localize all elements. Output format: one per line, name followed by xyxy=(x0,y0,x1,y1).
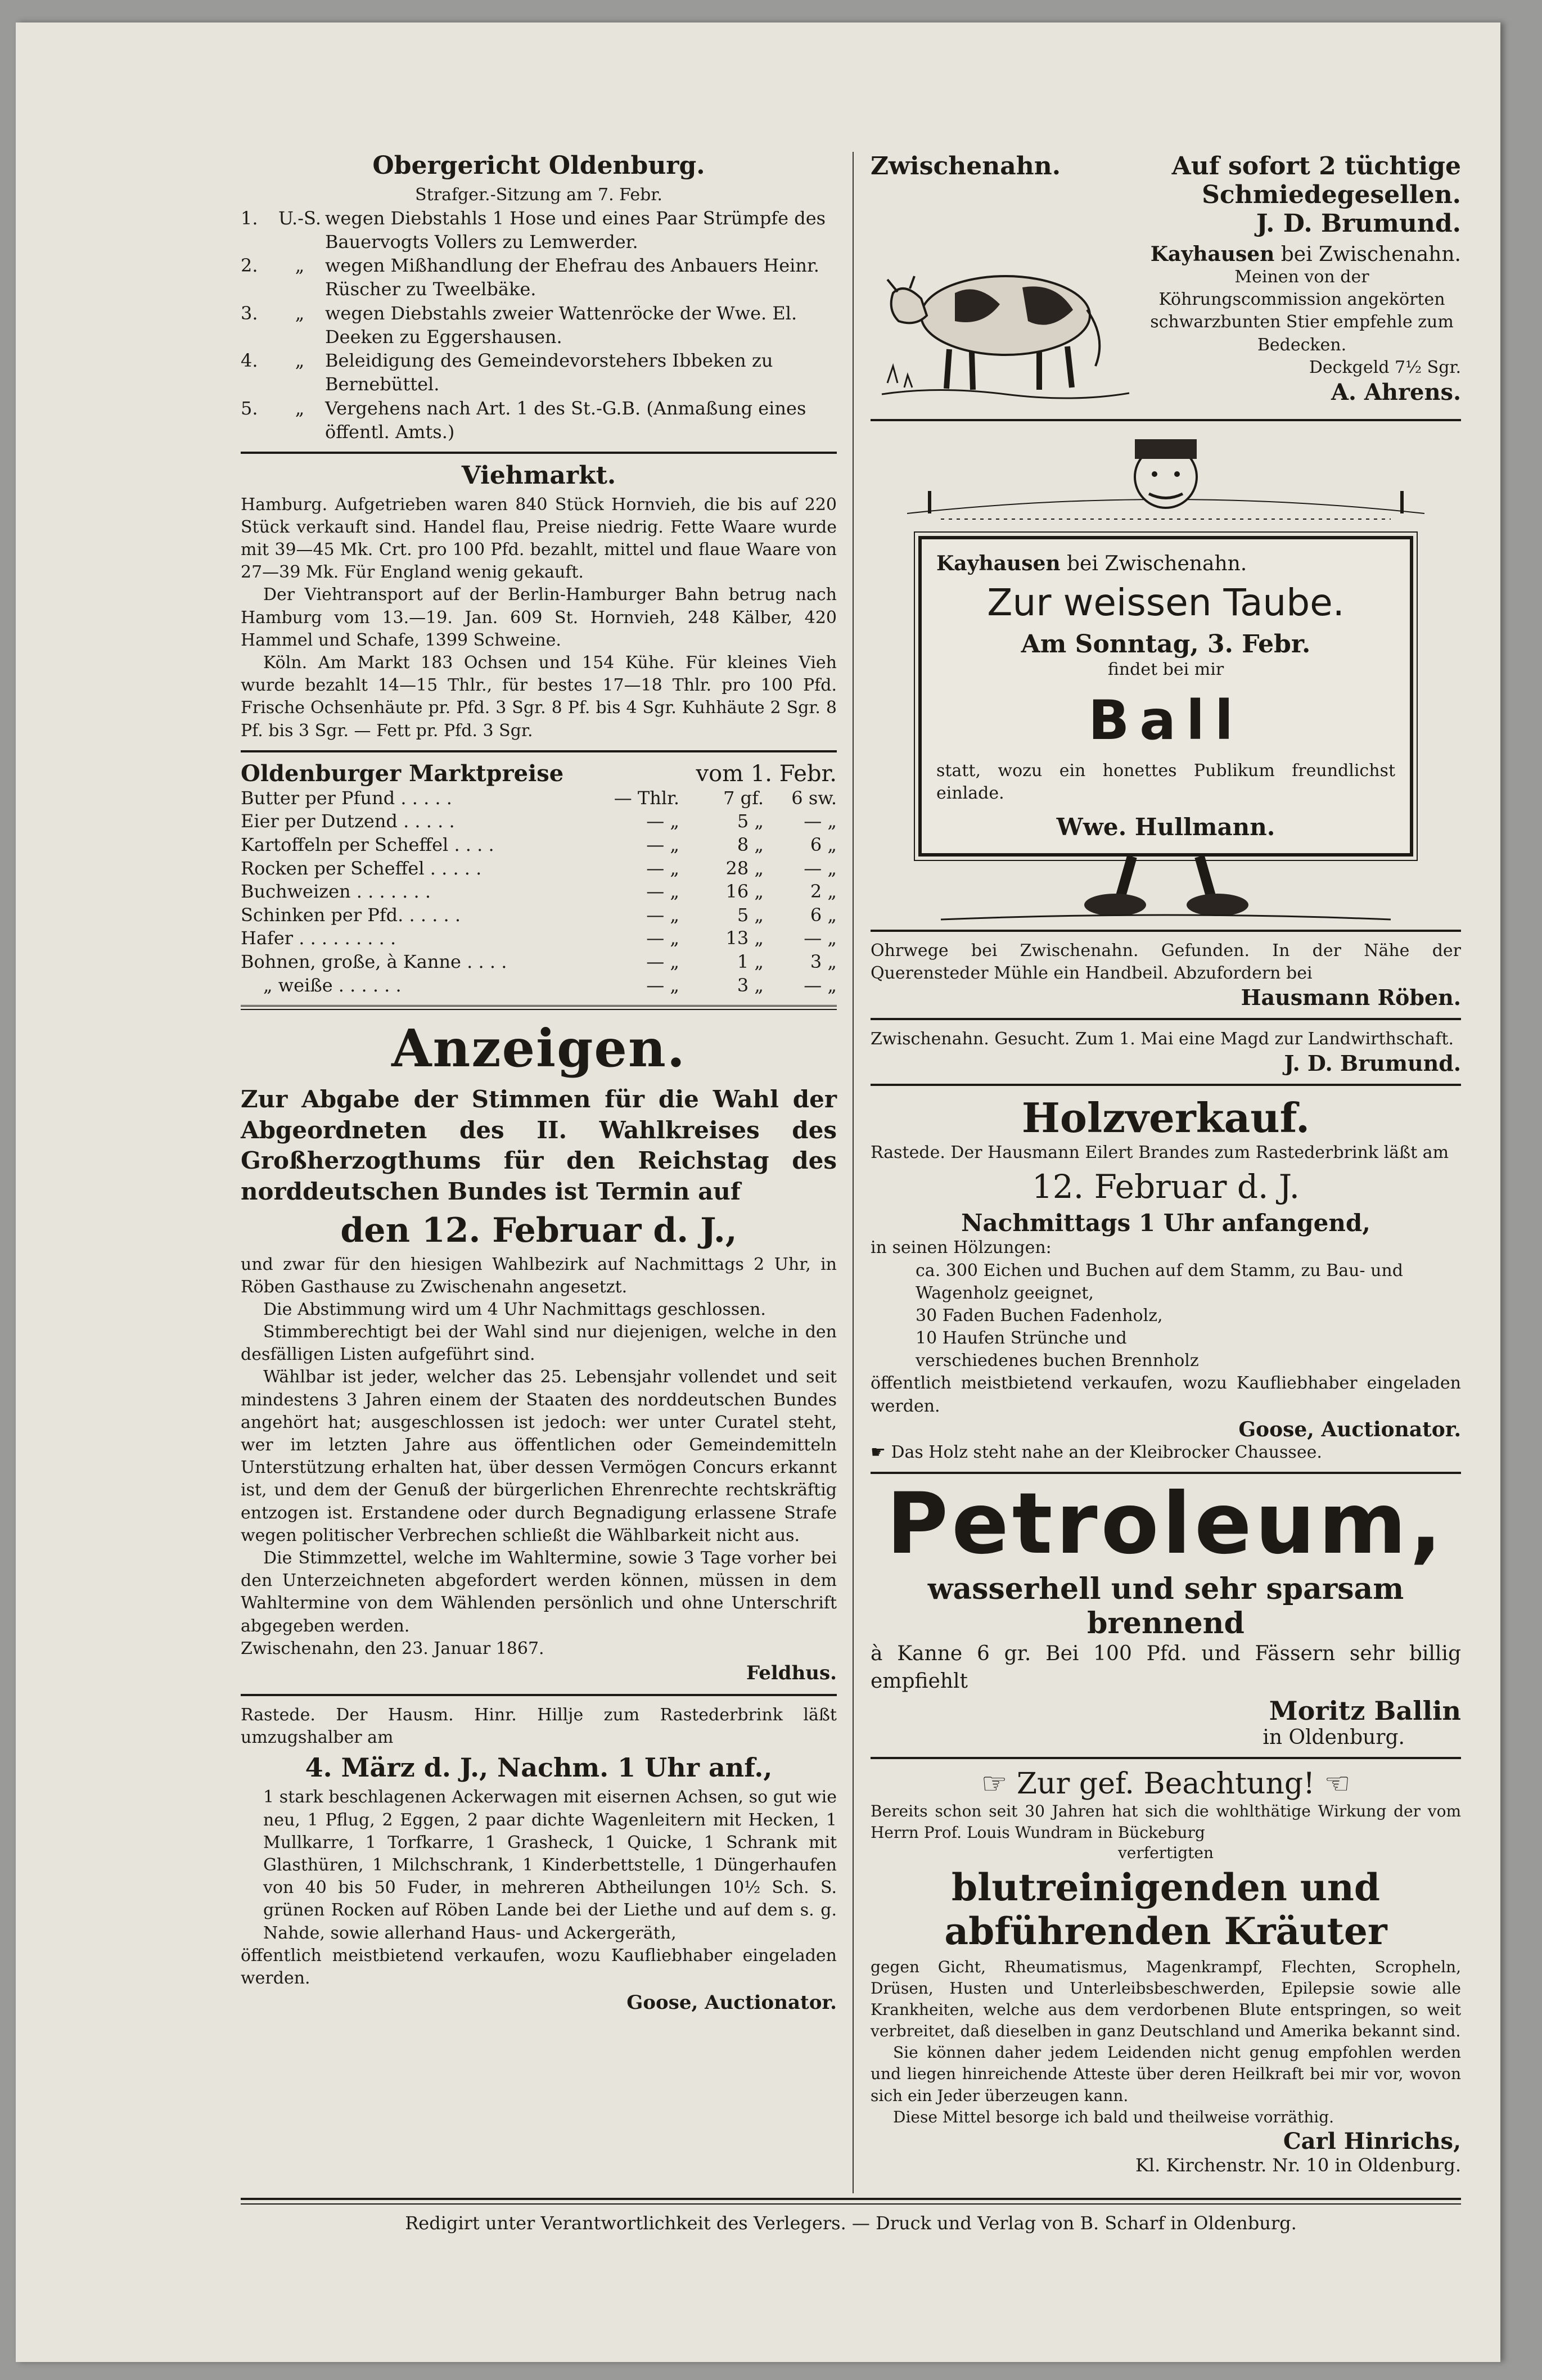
stier-text: Meinen von der Köhrungscommission angekörten schwarzbunten Stier empfehle zum Bedecken. xyxy=(1150,267,1454,355)
table-row: Eier per Dutzend . . . . . — „ 5 „ — „ xyxy=(241,810,837,832)
kraeuter-big: blutreinigenden und abführenden Kräuter xyxy=(944,1865,1387,1954)
divider xyxy=(241,1005,837,1010)
kraeuter-p2: gegen Gicht, Rheumatismus, Magenkrampf, Flechten, Scropheln, Drüsen, Husten und Unterleibsbeschwerden, Epilepsie sowie alle Krankheiten, welche aus dem verdorbenen Blute entspringen, so weit verbreitet, daß dieselben in ganz Deutschland und Amerika bekannt sind. xyxy=(871,1958,1461,2041)
list-item: 2. „ wegen Mißhandlung der Ehefrau des Anbauers Heinr. Rüscher zu Tweelbäke. xyxy=(241,255,819,300)
holz-signature: Goose, Auctionator. xyxy=(1238,1417,1461,1441)
holz-item-3: 10 Haufen Strünche und xyxy=(916,1328,1127,1349)
kraeuter-p3: Sie können daher jedem Leidenden nicht genug empfohlen werden und liegen hinreichende Atteste über deren Heilkraft bei mir vor, wovon sich ein Jeder überzeugen kann. xyxy=(871,2043,1461,2105)
hillje-date: 4. März d. J., Nachm. 1 Uhr anf., xyxy=(305,1752,773,1783)
divider xyxy=(871,1472,1461,1474)
obergericht-list xyxy=(241,206,837,444)
stier-fee: Deckgeld 7½ Sgr. xyxy=(1309,357,1461,377)
table-row: Schinken per Pfd. . . . . . — „ 5 „ 6 „ xyxy=(241,904,837,926)
viehmarkt-title: Viehmarkt. xyxy=(461,461,616,490)
hillje-list: 1 stark beschlagenen Ackerwagen mit eisernen Achsen, so gut wie neu, 1 Pflug, 2 Eggen, 2 paar dichte Wagenleitern mit Hecken, 1 Mullkarre, 1 Torfkarre, 1 Grasheck, 1 Quicke, 1 Schrank mit Glasthüren, 1 Milchschrank, 1 Kinderbettstelle, 1 Düngerhaufen von 40 bis 50 Fuder, in mehreren Abtheilungen 10½ Sch. S. grünen Rocken auf Röben Lande bei der Liethe und auf dem s. g. Nahde, sowie allerhand Haus- und Ackergeräth, xyxy=(263,1787,837,1943)
petroleum-sub: wasserhell und sehr sparsam brennend xyxy=(927,1572,1404,1640)
column-rule xyxy=(853,152,854,2193)
list-item: 1. U.-S. wegen Diebstahls 1 Hose und eines Paar Strümpfe des Bauervogts Vollers zu Lemwerder. xyxy=(241,207,826,253)
marktpreise-table xyxy=(241,787,837,997)
wahl-p2: Die Abstimmung wird um 4 Uhr Nachmittags geschlossen. xyxy=(263,1299,766,1319)
ohrwege-text: Ohrwege bei Zwischenahn. Gefunden. In der Nähe der Querensteder Mühle ein Handbeil. Abzufordern bei xyxy=(871,940,1461,983)
taube-signature: Wwe. Hullmann. xyxy=(1056,813,1275,841)
petroleum-signature: Moritz Ballin xyxy=(1269,1695,1461,1726)
brumund-place: Zwischenahn. xyxy=(871,152,1061,181)
divider xyxy=(241,452,837,454)
marktpreise-title: Oldenburger Marktpreise xyxy=(241,760,564,787)
wahl-p1: und zwar für den hiesigen Wahlbezirk auf Nachmittags 2 Uhr, in Röben Gasthause zu Zwischenahn angesetzt. xyxy=(241,1254,837,1297)
holz-item-4: verschiedenes buchen Brennholz xyxy=(916,1351,1199,1371)
hillje-tail: öffentlich meistbietend verkaufen, wozu Kaufliebhaber eingeladen werden. xyxy=(241,1945,837,1988)
holz-date: 12. Februar d. J. xyxy=(1031,1168,1300,1206)
kraeuter-title: ☞ Zur gef. Beachtung! ☜ xyxy=(981,1766,1351,1801)
holz-item-2: 30 Faden Buchen Fadenholz, xyxy=(916,1305,1163,1326)
list-item: 4. „ Beleidigung des Gemeindevorstehers Ibbeken zu Bernebüttel. xyxy=(241,350,773,395)
taube-place2: bei Zwischenahn. xyxy=(1067,552,1247,575)
wahl-signature: Feldhus. xyxy=(746,1661,837,1684)
table-row: Kartoffeln per Scheffel . . . . — „ 8 „ 6 „ xyxy=(241,833,837,855)
kraeuter-p4: Diese Mittel besorge ich bald und theilweise vorräthig. xyxy=(893,2107,1334,2126)
brumund-ad xyxy=(871,152,1461,209)
table-row: „ weiße . . . . . . — „ 3 „ — „ xyxy=(263,974,837,996)
table-row: Bohnen, große, à Kanne . . . . — „ 1 „ 3 „ xyxy=(241,950,837,972)
taube-text: statt, wozu ein honettes Publikum freundlichst einlade. xyxy=(936,761,1395,804)
magd-signature: J. D. Brumund. xyxy=(1284,1051,1461,1076)
stier-signature: A. Ahrens. xyxy=(1331,378,1461,405)
divider xyxy=(871,930,1461,932)
table-row: Hafer . . . . . . . . . — „ 13 „ — „ xyxy=(241,927,837,949)
holz-title: Holzverkauf. xyxy=(1021,1094,1310,1142)
taube-place: Kayhausen xyxy=(936,552,1061,575)
table-row: Butter per Pfund . . . . . — Thlr. 7 gf. 6 sw. xyxy=(241,787,837,809)
list-item: 3. „ wegen Diebstahls zweier Wattenröcke der Wwe. El. Deeken zu Eggershausen. xyxy=(241,302,797,348)
holz-lead: Rastede. Der Hausmann Eilert Brandes zum Rastederbrink läßt am xyxy=(871,1143,1449,1163)
left-column xyxy=(241,152,837,2016)
kraeuter-made: verfertigten xyxy=(1117,1843,1214,1863)
magd-text: Zwischenahn. Gesucht. Zum 1. Mai eine Magd zur Landwirthschaft. xyxy=(871,1029,1454,1049)
marktpreise-heading xyxy=(241,760,837,787)
holz-in: in seinen Hölzungen: xyxy=(871,1238,1052,1258)
holz-tail: öffentlich meistbietend verkaufen, wozu Kaufliebhaber eingeladen werden. xyxy=(871,1373,1461,1416)
petroleum-signature-place: in Oldenburg. xyxy=(1263,1725,1405,1749)
viehmarkt-hamburg: Hamburg. Aufgetrieben waren 840 Stück Hornvieh, die bis auf 220 Stück verkauft sind. Handel flau, Preise niedrig. Fette Waare wurde mit 39—45 Mk. Crt. pro 100 Pfd. bezahlt, mittel und flaue Waare von 27—39 Mk. Für England wenig gekauft. xyxy=(241,494,837,583)
taube-name: Zur weissen Taube. xyxy=(987,581,1345,624)
stier-text-block xyxy=(1135,242,1461,411)
brumund-signature: J. D. Brumund. xyxy=(1256,209,1461,238)
wahl-p4: Wählbar ist jeder, welcher das 25. Lebensjahr vollendet und seit mindestens 3 Jahren einem der Staaten des norddeutschen Bundes angehört hat; ausgeschlossen ist jedoch: wer unter Curatel steht, wer im letzten Jahre aus öffentlichen oder Gemeindemitteln Unterstützung erhalten hat, über dessen Vermögen Concurs erkannt ist, und dem der Genuß der bürgerlichen Ehrenrechte rechtskräftig entzogen ist. Erstandene oder durch Begnadigung erlassene Strafe wegen politischer Verbrechen schließt die Wählbarkeit nicht aus. xyxy=(241,1367,837,1545)
holz-note: ☛ Das Holz steht nahe an der Kleibrocker Chaussee. xyxy=(871,1442,1322,1462)
stier-place: Kayhausen xyxy=(1150,242,1275,266)
pointing-hand-icon: ☛ xyxy=(871,1442,891,1462)
kraeuter-address: Kl. Kirchenstr. Nr. 10 in Oldenburg. xyxy=(1135,2154,1461,2176)
divider xyxy=(871,1018,1461,1020)
taube-sign xyxy=(918,536,1413,857)
page-footer xyxy=(241,2198,1461,2234)
divider xyxy=(871,419,1461,421)
petroleum-title: Petroleum, xyxy=(886,1475,1445,1573)
ohrwege-signature: Hausmann Röben. xyxy=(1241,984,1461,1010)
marktpreise-date: vom 1. Febr. xyxy=(696,760,837,787)
wahl-lead: Zur Abgabe der Stimmen für die Wahl der Abgeordneten des II. Wahlkreises des Großherzogthums für den Reichstag des norddeutschen Bundes ist Termin auf xyxy=(241,1085,837,1205)
taube-ad xyxy=(907,429,1424,924)
pointing-hand-icon: ☞ xyxy=(981,1766,1017,1801)
brumund-text: Auf sofort 2 tüchtige Schmiedegesellen. xyxy=(1171,152,1461,209)
divider xyxy=(241,750,837,752)
wahl-p5: Die Stimmzettel, welche im Wahltermine, sowie 3 Tage vorher bei den Unterzeichneten abgefordert werden können, müssen in dem Wahltermine von dem Wählenden persönlich und ohne Unterschrift abgegeben werden. xyxy=(241,1548,837,1636)
obergericht-subtitle: Strafger.-Sitzung am 7. Febr. xyxy=(415,184,662,205)
taube-date: Am Sonntag, 3. Febr. xyxy=(1021,630,1311,659)
man-legs-icon xyxy=(907,857,1424,924)
divider xyxy=(241,1694,837,1696)
holz-time: Nachmittags 1 Uhr anfangend, xyxy=(961,1209,1370,1237)
right-column xyxy=(871,152,1461,2176)
man-holding-sign-icon xyxy=(907,429,1424,536)
hillje-signature: Goose, Auctionator. xyxy=(626,1991,837,2014)
viehmarkt-transport: Der Viehtransport auf der Berlin-Hamburger Bahn betrug nach Hamburg vom 13.—19. Jan. 609 St. Hornvieh, 248 Kälber, 420 Hammel und Schafe, 1399 Schweine. xyxy=(241,585,837,650)
stier-ad xyxy=(871,242,1461,411)
taube-ball: Ball xyxy=(1088,689,1243,752)
hillje-lead: Rastede. Der Hausm. Hinr. Hillje zum Rastederbrink läßt umzugshalber am xyxy=(241,1705,837,1748)
table-row: Buchweizen . . . . . . . — „ 16 „ 2 „ xyxy=(241,881,837,903)
kraeuter-p1: Bereits schon seit 30 Jahren hat sich die wohlthätige Wirkung der vom Herrn Prof. Louis Wundram in Bückeburg xyxy=(871,1801,1461,1842)
holz-item-1: ca. 300 Eichen und Buchen auf dem Stamm, zu Bau- und Wagenholz geeignet, xyxy=(916,1260,1403,1303)
wahl-date: den 12. Februar d. J., xyxy=(340,1210,737,1250)
footer-text: Redigirt unter Verantwortlichkeit des Verlegers. — Druck und Verlag von B. Scharf in Oldenburg. xyxy=(405,2212,1297,2234)
divider xyxy=(871,1084,1461,1086)
cow-icon xyxy=(871,242,1135,411)
newspaper-page xyxy=(16,22,1500,2362)
wahl-p3: Stimmberechtigt bei der Wahl sind nur diejenigen, welche in den desfälligen Listen aufgeführt sind. xyxy=(241,1322,837,1365)
pointing-hand-icon: ☜ xyxy=(1315,1766,1351,1801)
table-row: Rocken per Scheffel . . . . . — „ 28 „ — „ xyxy=(241,857,837,879)
kraeuter-signature: Carl Hinrichs, xyxy=(1283,2127,1461,2154)
viehmarkt-koeln: Köln. Am Markt 183 Ochsen und 154 Kühe. Für kleines Vieh wurde bezahlt 14—15 Thlr., für bestes 17—18 Thlr. pro 100 Pfd. Frische Ochsenhäute pr. Pfd. 3 Sgr. 8 Pf. bis 4 Sgr. Kuhhäute 2 Sgr. 8 Pf. bis 3 Sgr. — Fett pr. Pfd. 3 Sgr. xyxy=(241,653,837,741)
cow-illustration xyxy=(871,242,1135,411)
stier-place2: bei Zwischenahn. xyxy=(1281,243,1461,266)
obergericht-title: Obergericht Oldenburg. xyxy=(372,151,705,180)
anzeigen-heading: Anzeigen. xyxy=(391,1018,686,1079)
petroleum-text: à Kanne 6 gr. Bei 100 Pfd. und Fässern sehr billig empfiehlt xyxy=(871,1642,1461,1693)
footer-rule xyxy=(241,2198,1461,2205)
divider xyxy=(871,1757,1461,1759)
taube-find: findet bei mir xyxy=(1107,660,1224,679)
list-item: 5. „ Vergehens nach Art. 1 des St.-G.B. (Anmaßung eines öffentl. Amts.) xyxy=(241,397,806,443)
wahl-place: Zwischenahn, den 23. Januar 1867. xyxy=(241,1638,544,1658)
